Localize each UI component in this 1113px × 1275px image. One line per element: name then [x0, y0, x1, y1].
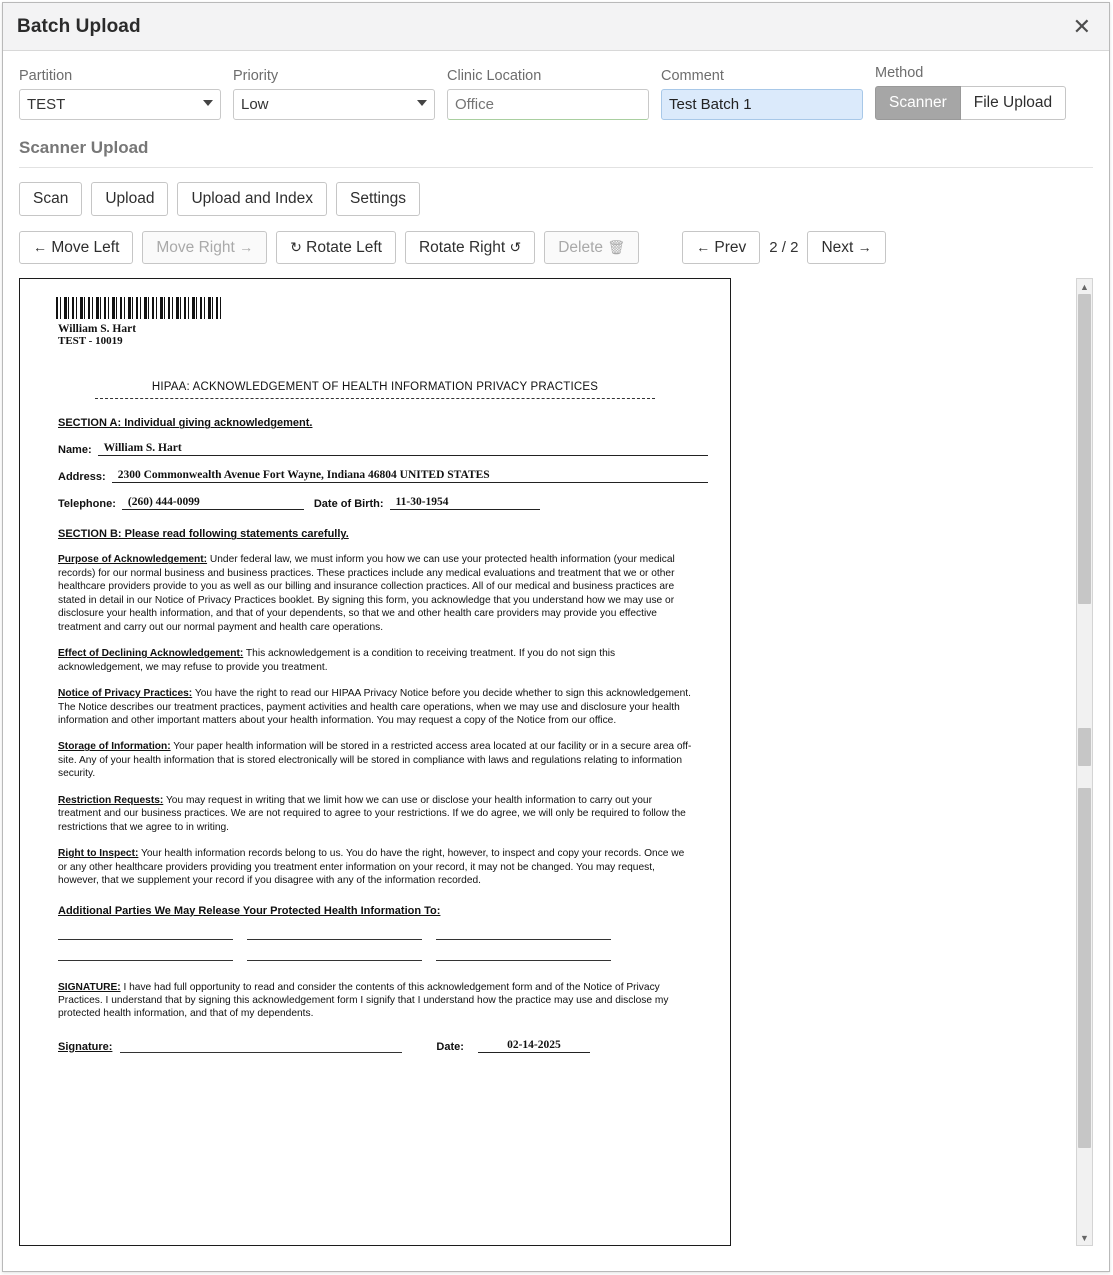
signature-body: I have had full opportunity to read and consider the contents of this acknowledgement form and of the Notice of Privacy Practices. I understand that by signing this acknowledgement form I signify that I understand how the practice may use and disclose my protected health information, and that of my dependents. [58, 981, 669, 1020]
move-right-label: Move Right [156, 238, 235, 256]
rotate-left-button[interactable] [276, 231, 396, 265]
scanner-actions-toolbar [3, 168, 1109, 216]
scroll-down-icon[interactable]: ▼ [1077, 1230, 1092, 1245]
date-label: Date: [436, 1040, 464, 1053]
partition-select[interactable] [19, 89, 221, 120]
inspect-heading: Right to Inspect: [58, 848, 139, 860]
document-section-a-heading: SECTION A: Individual giving acknowledgement. [58, 417, 313, 430]
document-name-row [58, 442, 708, 456]
purpose-heading: Purpose of Acknowledgement: [58, 554, 208, 566]
rotate-right-icon: ↺ [509, 238, 522, 255]
rule [248, 444, 708, 456]
inspect-body: Your health information records belong to us. You do have the right, however, to inspect and copy your records. Once we or any other healthcare providers providing you treatment enter information on your record, it may not be changed. You may request, however, that we supplement your record if you disagree with any of the information recorded. [58, 848, 685, 887]
storage-body: Your paper health information will be stored in a restricted access area located at our facility or in a secure area off-site. Any of your health information that is stored electronically will be stored in compliance with laws and regulations relating to information security. [58, 741, 692, 780]
document-blank-lines [58, 930, 692, 961]
viewer-scrollbar[interactable] [1076, 278, 1093, 1246]
priority-select-wrap [233, 89, 435, 120]
document-signature-row [58, 1039, 708, 1053]
scrollbar-track[interactable] [1077, 294, 1092, 1230]
priority-label: Priority [233, 67, 279, 84]
method-file-upload-button[interactable]: File Upload [961, 86, 1066, 120]
purpose-body: Under federal law, we must inform you how we can use your protected health information (your medical records) for our normal business and business practices. These practices include any medical evaluations and treatment that we or other healthcare providers provide to you as well as our billing and insurance collection practices. All of our medical and business practices are stated in detail in our Notice of Privacy Practices booklet. By signing this form, you acknowledge that you understand how we may use or disclosure your health information, and that of your dependents, so that we and other health care providers may provide you effective treatment and carry out our normal payment and health care operations. [58, 554, 675, 633]
partition-label: Partition [19, 67, 73, 84]
comment-input[interactable] [661, 89, 863, 120]
blank-line [58, 930, 233, 940]
document-paragraph-purpose [58, 553, 692, 634]
priority-select[interactable] [233, 89, 435, 120]
comment-label: Comment [661, 67, 724, 84]
rule [232, 498, 304, 510]
document-paragraph-signature [58, 981, 692, 1021]
batch-form [3, 51, 1109, 120]
move-right-button[interactable] [142, 231, 267, 265]
notice-body: You have the right to read our HIPAA Privacy Notice before you decide whether to sign this acknowledgement. The Notice describes our treatment practices, payment activities and health care operations, when we may use and disclosure your health information and other important matters about your health information. You may request a copy of the Notice from our office. [58, 688, 691, 726]
storage-heading: Storage of Information: [58, 741, 171, 753]
document-telephone-dob-row [58, 496, 708, 510]
partition-select-wrap [19, 89, 221, 120]
scanned-page-preview[interactable] [19, 278, 731, 1246]
document-paragraph-inspect [58, 847, 692, 887]
barcode-icon [56, 297, 224, 319]
next-label: Next [821, 238, 854, 256]
signature-line [120, 1041, 402, 1053]
scroll-up-icon[interactable]: ▲ [1077, 279, 1092, 294]
method-scanner-button[interactable]: Scanner [875, 86, 961, 120]
address-label: Address: [58, 471, 106, 484]
document-patient-name: William S. Hart [58, 323, 137, 336]
delete-label: Delete [558, 238, 603, 256]
blank-line [58, 951, 233, 961]
page-title: Batch Upload [17, 15, 141, 37]
delete-button[interactable] [544, 231, 639, 265]
telephone-label: Telephone: [58, 498, 116, 511]
document-paragraph-storage [58, 740, 692, 780]
upload-button[interactable]: Upload [91, 182, 168, 216]
declining-body: This acknowledgement is a condition to receiving treatment. If you do not sign this acknowledgement, we may refuse to provide you treatment. [58, 648, 616, 673]
prev-page-button[interactable] [682, 231, 760, 265]
scrollbar-thumb[interactable] [1078, 788, 1091, 1148]
document-paragraph-notice [58, 687, 692, 727]
blank-line-row [58, 930, 692, 940]
document-additional-parties-heading: Additional Parties We May Release Your Protected Health Information To: [58, 904, 441, 917]
rule [460, 498, 540, 510]
method-label: Method [875, 65, 924, 81]
blank-line [436, 951, 611, 961]
arrow-left-icon: ← [33, 238, 47, 255]
declining-heading: Effect of Declining Acknowledgement: [58, 648, 244, 660]
restriction-heading: Restriction Requests: [58, 794, 164, 806]
document-paragraph-restriction [58, 794, 692, 834]
document-section-b-heading: SECTION B: Please read following statements carefully. [58, 528, 349, 541]
method-toggle-group [875, 86, 1066, 120]
signature-label: Signature: [58, 1040, 113, 1053]
rotate-right-button[interactable] [405, 231, 535, 265]
page-count: 2 / 2 [769, 239, 799, 257]
divider [95, 398, 654, 399]
document-patient-id: TEST - 10019 [58, 335, 123, 348]
close-icon[interactable]: ✕ [1067, 14, 1097, 40]
name-label: Name: [58, 444, 92, 457]
rule [496, 471, 708, 483]
document-title: HIPAA: ACKNOWLEDGEMENT OF HEALTH INFORMATION PRIVACY PRACTICES [151, 381, 599, 394]
batch-upload-dialog [2, 2, 1110, 1272]
pager [682, 231, 886, 265]
scanned-document [20, 279, 730, 1245]
document-viewer [19, 278, 1093, 1246]
rotate-left-label: Rotate Left [306, 238, 382, 256]
clinic-location-input[interactable] [447, 89, 649, 120]
address-value: 2300 Commonwealth Avenue Fort Wayne, Indiana 46804 UNITED STATES [112, 469, 496, 483]
settings-button[interactable]: Settings [336, 182, 420, 216]
field-priority [233, 68, 435, 120]
move-left-label: Move Left [51, 238, 120, 256]
blank-line [436, 930, 611, 940]
telephone-value: (260) 444-0099 [122, 496, 232, 510]
dialog-header [3, 3, 1109, 51]
document-paragraph-declining [58, 647, 692, 674]
clinic-location-label: Clinic Location [447, 67, 542, 84]
dob-label: Date of Birth: [313, 498, 384, 511]
field-comment [661, 68, 863, 120]
move-left-button[interactable] [19, 231, 133, 265]
signature-heading: SIGNATURE: [58, 981, 121, 993]
field-partition [19, 68, 221, 120]
blank-line [247, 951, 422, 961]
field-method [875, 65, 1066, 120]
blank-line-row [58, 951, 692, 961]
name-value: William S. Hart [98, 442, 248, 456]
trash-icon: 🗑 [607, 238, 626, 255]
scan-button[interactable]: Scan [19, 182, 82, 216]
page-tools-toolbar [3, 216, 1109, 265]
upload-and-index-button[interactable]: Upload and Index [177, 182, 327, 216]
scrollbar-thumb[interactable] [1078, 728, 1091, 766]
date-value: 02-14-2025 [478, 1039, 590, 1053]
rotate-right-label: Rotate Right [418, 238, 506, 256]
restriction-body: You may request in writing that we limit how we can use or disclose your health information to carry out your treatment and our business practices. We are not required to agree to your restrictions. If we do agree, we will only be required to follow the restrictions that we agree to in writing. [58, 794, 686, 833]
arrow-right-icon: → [239, 238, 254, 255]
dob-value: 11-30-1954 [390, 496, 460, 510]
scrollbar-thumb[interactable] [1078, 294, 1091, 604]
arrow-right-icon: → [857, 238, 872, 255]
blank-line [247, 930, 422, 940]
rotate-left-icon: ↻ [290, 238, 302, 255]
document-address-row [58, 469, 708, 483]
prev-label: Prev [714, 238, 747, 256]
arrow-left-icon: ← [696, 238, 711, 255]
notice-heading: Notice of Privacy Practices: [58, 688, 193, 700]
next-page-button[interactable] [807, 231, 885, 265]
field-clinic-location [447, 68, 649, 120]
scanner-upload-section-title: Scanner Upload [19, 138, 1093, 168]
